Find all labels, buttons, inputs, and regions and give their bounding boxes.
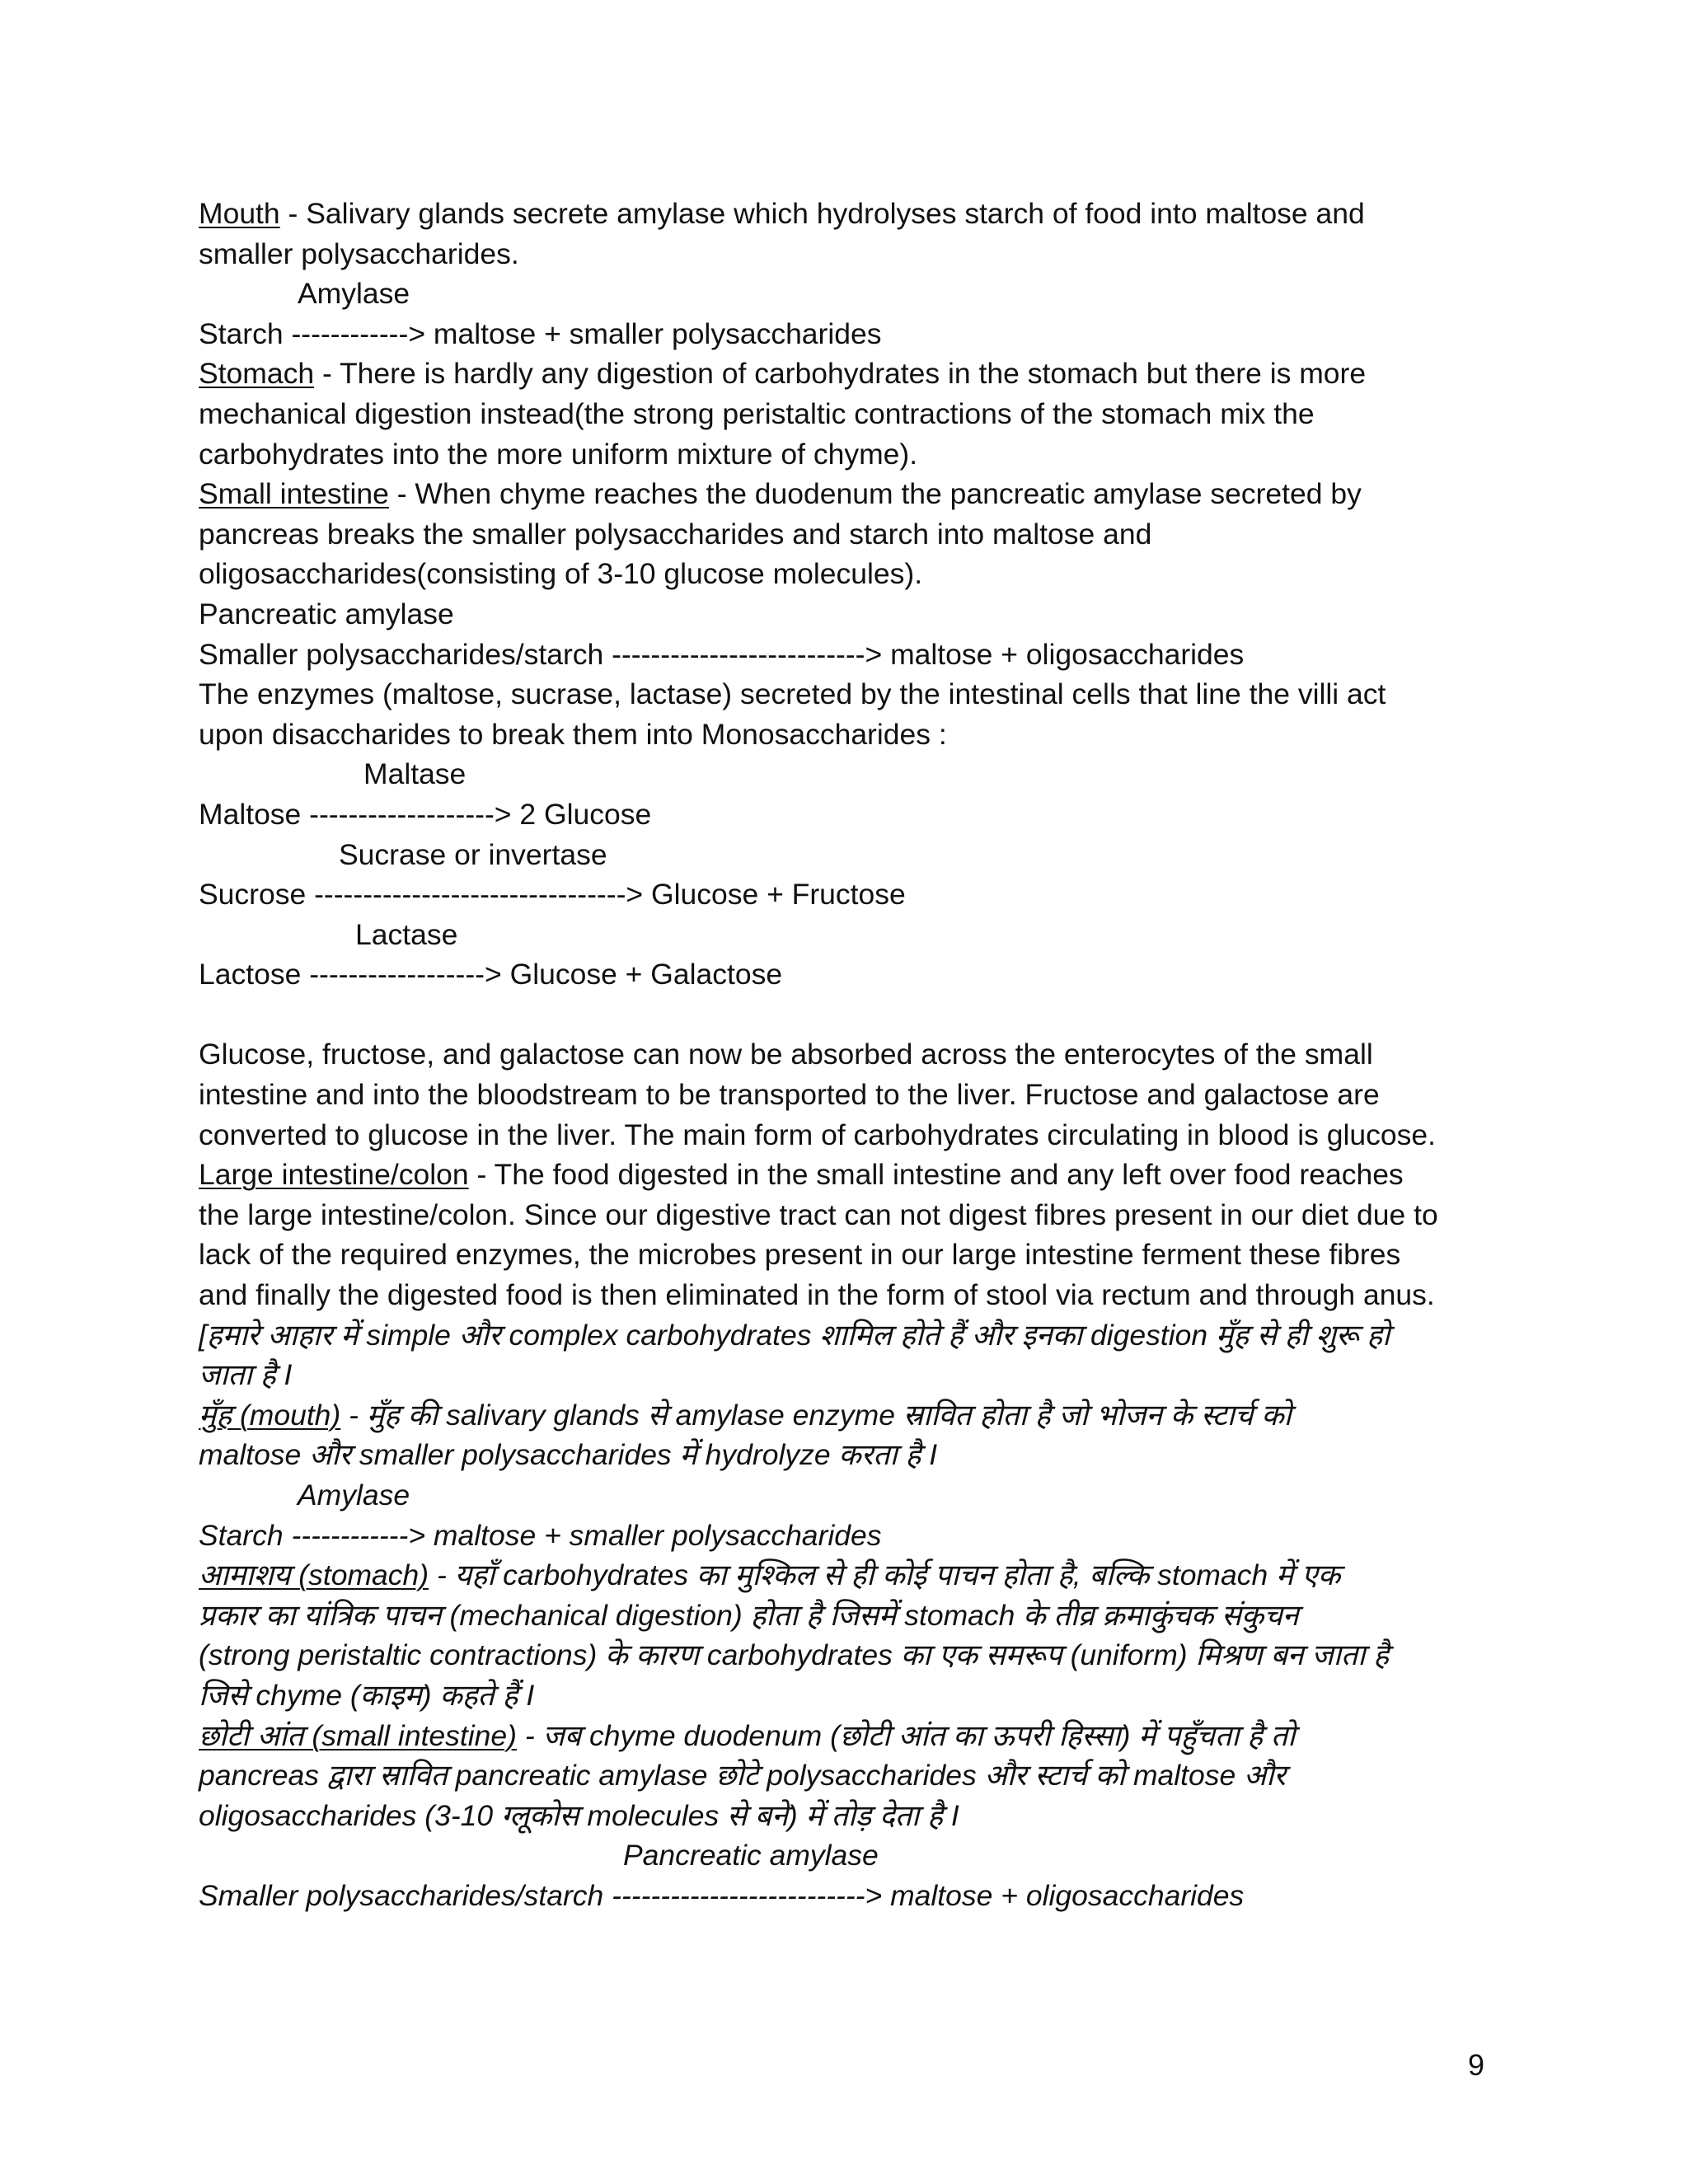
hindi-intro-line: जाता है I [199,1358,293,1392]
large-intestine-text: - The food digested in the small intestine and any left over food reaches [468,1158,1404,1192]
mouth-heading: Mouth [199,197,280,230]
hindi-small-intestine-heading: छोटी आंत (small intestine) [199,1718,517,1752]
intestinal-enzymes-text-line: upon disaccharides to break them into Monosaccharides : [199,717,947,751]
amylase-reaction: Starch ------------> maltose + smaller polysaccharides [199,316,882,350]
hindi-small-intestine-text-line: oligosaccharides (3-10 ग्लूकोस molecules से बने) में तोड़ देता है I [199,1798,959,1832]
amylase-label: Amylase [298,277,410,311]
large-intestine-paragraph-line [199,1155,1501,1195]
mouth-paragraph-line [199,194,1501,234]
absorption-text-line: Glucose, fructose, and galactose can now be absorbed across the enterocytes of the small [199,1038,1373,1071]
hindi-mouth-text: - मुँह की salivary glands से amylase enzyme स्रावित होता है जो भोजन के स्टार्च को [340,1398,1292,1432]
large-intestine-text-line: and finally the digested food is then eliminated in the form of stool via rectum and through anus. [199,1278,1435,1312]
stomach-paragraph-line [199,354,1501,394]
absorption-text-line: intestine and into the bloodstream to be transported to the liver. Fructose and galactose are [199,1078,1380,1112]
maltase-label: Maltase [363,757,467,791]
lactase-label: Lactase [355,917,458,951]
hindi-stomach-text: - यहाँ carbohydrates का मुश्किल से ही कोई पाचन होता है, बल्कि stomach में एक [429,1558,1341,1592]
mouth-text-line: smaller polysaccharides. [199,237,519,270]
hindi-small-intestine-text-line: pancreas द्वारा स्रावित pancreatic amylase छोटे polysaccharides और स्टार्च को maltose और [199,1759,1286,1793]
lactase-reaction: Lactose ------------------> Glucose + Galactose [199,958,783,991]
hindi-mouth-paragraph-line [199,1395,1501,1436]
pancreatic-amylase-reaction: Smaller polysaccharides/starch --------------------------> maltose + oligosaccharides [199,637,1245,671]
small-intestine-paragraph-line [199,474,1501,514]
hindi-stomach-heading: आमाशय (stomach) [199,1558,429,1592]
sucrase-reaction: Sucrose --------------------------------> Glucose + Fructose [199,878,906,912]
small-intestine-heading: Small intestine [199,477,389,511]
page-body [199,194,1501,1916]
stomach-text-line: carbohydrates into the more uniform mixture of chyme). [199,437,918,471]
hindi-small-intestine-paragraph-line [199,1716,1501,1756]
sucrase-label: Sucrase or invertase [339,837,607,871]
intestinal-enzymes-text-line: The enzymes (maltose, sucrase, lactase) secreted by the intestinal cells that line the villi act [199,677,1386,711]
hindi-amylase-reaction: Starch ------------> maltose + smaller polysaccharides [199,1518,882,1552]
large-intestine-text-line: the large intestine/colon. Since our digestive tract can not digest fibres present in our diet due to [199,1197,1438,1231]
absorption-text-line: converted to glucose in the liver. The main form of carbohydrates circulating in blood is glucose. [199,1118,1437,1151]
paragraph-spacer [199,995,1501,1035]
large-intestine-text-line: lack of the required enzymes, the microbes present in our large intestine ferment these fibres [199,1238,1401,1272]
small-intestine-text: - When chyme reaches the duodenum the pancreatic amylase secreted by [388,477,1362,511]
hindi-stomach-text-line: (strong peristaltic contractions) के कारण carbohydrates का एक समरूप (uniform) मिश्रण बन जाता है [199,1638,1390,1672]
small-intestine-text-line: pancreas breaks the smaller polysaccharides and starch into maltose and [199,517,1152,551]
mouth-text: - Salivary glands secrete amylase which hydrolyses starch of food into maltose and [279,197,1365,230]
page-number: 9 [1468,2048,1485,2082]
small-intestine-text-line: oligosaccharides(consisting of 3-10 glucose molecules). [199,557,923,591]
stomach-heading: Stomach [199,357,315,391]
hindi-mouth-heading: मुँह (mouth) [199,1398,341,1432]
hindi-stomach-paragraph-line [199,1555,1501,1596]
large-intestine-heading: Large intestine/colon [199,1158,469,1192]
hindi-stomach-text-line: प्रकार का यांत्रिक पाचन (mechanical digestion) होता है जिसमें stomach के तीव्र क्रमाकुंचक संकुचन [199,1598,1299,1632]
hindi-mouth-text-line: maltose और smaller polysaccharides में hydrolyze करता है I [199,1438,938,1472]
stomach-text-line: mechanical digestion instead(the strong peristaltic contractions of the stomach mix the [199,396,1315,430]
stomach-text: - There is hardly any digestion of carbohydrates in the stomach but there is more [314,357,1367,391]
pancreatic-amylase-label: Pancreatic amylase [199,597,454,630]
hindi-amylase-label: Amylase [298,1479,410,1511]
hindi-pancreatic-amylase-label: Pancreatic amylase [623,1839,879,1872]
hindi-pancreatic-amylase-reaction: Smaller polysaccharides/starch --------------------------> maltose + oligosaccharides [199,1878,1245,1912]
hindi-small-intestine-text: - जब chyme duodenum (छोटी आंत का ऊपरी हिस्सा) में पहुँचता है तो [516,1718,1296,1752]
hindi-stomach-text-line: जिसे chyme (काइम) कहते हैं I [199,1678,535,1712]
maltase-reaction: Maltose -------------------> 2 Glucose [199,797,652,831]
hindi-intro-line: [हमारे आहार में simple और complex carbohydrates शामिल होते हैं और इनका digestion मुँह से ही शुरू हो [199,1318,1390,1352]
